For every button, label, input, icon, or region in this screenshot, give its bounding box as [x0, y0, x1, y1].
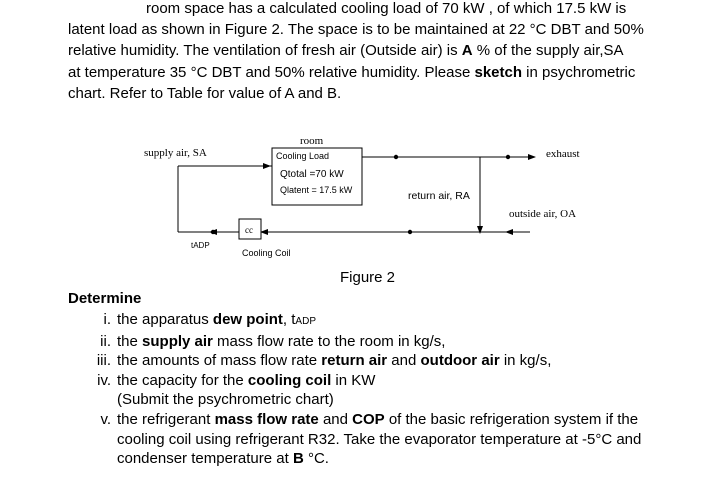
question-v-line3: condenser temperature at B °C. [117, 450, 329, 468]
question-iv: iv. the capacity for the cooling coil in KW [97, 371, 376, 389]
cooling-coil-label: Cooling Coil [242, 248, 291, 258]
exhaust-label: exhaust [546, 148, 580, 160]
outside-air-label: outside air, OA [509, 208, 577, 220]
mix-junction [408, 230, 412, 234]
question-ii: ii. the supply air mass flow rate to the room in kg/s, [100, 332, 446, 350]
cooling-load-title: Cooling Load [276, 151, 330, 161]
qtotal-label: Qtotal =70 kW [280, 169, 344, 180]
intro-line-2: latent load as shown in Figure 2. The space is to be maintained at 22 °C DBT and 50% [68, 21, 644, 39]
figure-caption: Figure 2 [340, 269, 396, 286]
tadp-label: tADP [191, 241, 210, 250]
exhaust-junction [506, 155, 510, 159]
room-outlet-dot [394, 155, 398, 159]
coil-outlet-dot [211, 230, 215, 234]
question-v: v. the refrigerant mass flow rate and COP of the basic refrigeration system if the [100, 410, 639, 428]
value-a: A [461, 42, 473, 60]
room-label: room [300, 135, 324, 147]
question-i: i. the apparatus dew point, tADP [103, 311, 316, 328]
sketch-emphasis: sketch [474, 63, 523, 81]
intro-line-1: room space has a calculated cooling load of 70 kW , of which 17.5 kW is [146, 0, 627, 17]
question-v-line2: cooling coil using refrigerant R32. Take the evaporator temperature at -5°C and [117, 430, 642, 448]
return-air-label: return air, RA [408, 190, 470, 202]
qlatent-label: Qlatent = 17.5 kW [280, 185, 353, 195]
determine-title: Determine [68, 290, 142, 307]
intro-line-4: at temperature 35 °C DBT and 50% relative humidity. Please sketch in psychrometric [68, 63, 636, 81]
intro-line-3: relative humidity. The ventilation of fresh air (Outside air) is A % of the supply air,SA [68, 42, 624, 60]
question-iv-note: (Submit the psychrometric chart) [117, 391, 334, 409]
question-list [68, 310, 693, 469]
question-iii: iii. the amounts of mass flow rate return air and outdoor air in kg/s, [96, 352, 552, 370]
cc-label: cc [245, 225, 253, 235]
intro-line-5: chart. Refer to Table for value of A and B. [68, 84, 342, 102]
supply-air-label: supply air, SA [144, 147, 207, 159]
